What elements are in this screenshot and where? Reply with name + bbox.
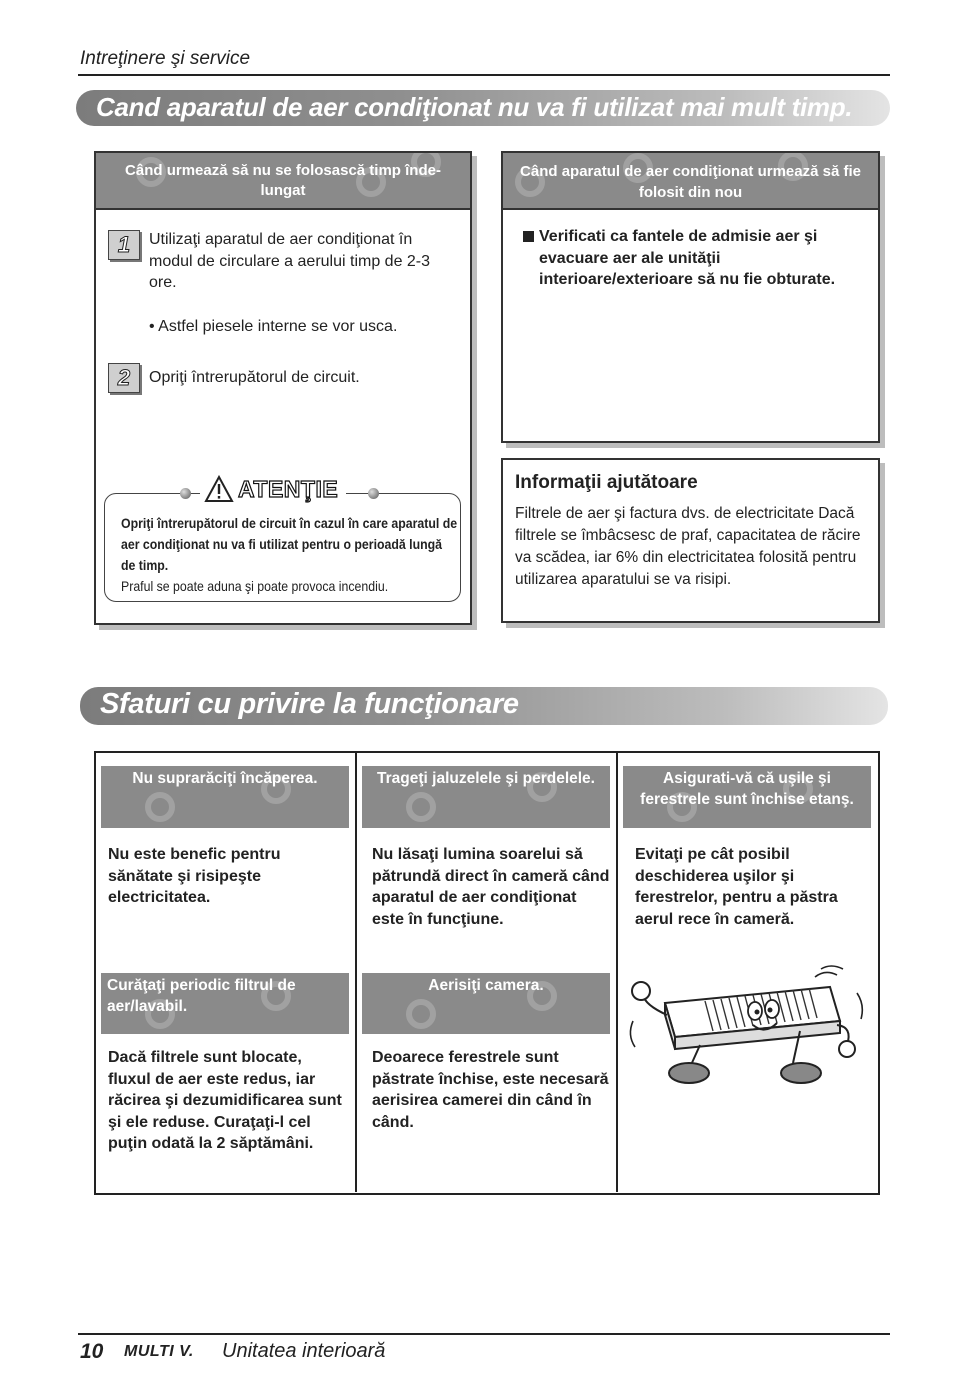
- page-number: 10: [80, 1340, 104, 1363]
- tip-text-2: Nu lăsaţi lumina soarelui să pătrundă direct în cameră când aparatul de aer condiţionat este în funcţiune.: [372, 846, 610, 928]
- box-heading: Când aparatul de aer condiţionat urmează să fie folosit din nou: [503, 153, 878, 210]
- caution-dot-left: [180, 488, 191, 499]
- step-badge-1: 1: [108, 230, 140, 260]
- info-text: Filtrele de aer şi factura dvs. de electricitate Dacă filtrele se îmbâcsesc de praf, capacitatea de răcire va scădea, iar 6% din electricitatea folosită pentru utilizarea aparatului se va risipi.: [515, 505, 861, 588]
- cartoon-indoor-unit-illustration: [625, 965, 870, 1095]
- tip-heading-4: Curăţaţi periodic filtrul de aer/lavabil.: [101, 973, 349, 1034]
- section-banner-storage: [76, 90, 890, 126]
- caution-title: ATENŢIE: [234, 476, 342, 503]
- section-banner-tips: [80, 687, 888, 725]
- reuse-box: [501, 151, 880, 443]
- tip-text-1: Nu este benefic pentru sănătate şi risipeşte electricitatea.: [108, 846, 281, 906]
- info-box: [501, 458, 880, 623]
- tip-heading-5: Aerisiţi camera.: [362, 973, 610, 1034]
- long-storage-box: [94, 151, 472, 625]
- caution-title-wrap: [200, 474, 346, 504]
- tip-text-5: Deoarece ferestrele sunt păstrate închise, este necesară aerisirea camerei din când în când.: [372, 1049, 609, 1131]
- tip-text-4: Dacă filtrele sunt blocate, fluxul de aer este redus, iar răcirea şi dezumidificarea sunt şi ele reduse. Curaţaţi-l cel puţin odată la 2 săptămâni.: [108, 1049, 342, 1152]
- tip-text-3: Evitaţi pe cât posibil deschiderea uşilor şi ferestrelor, pentru a păstra aerul rece în cameră.: [635, 846, 838, 928]
- footer-title: Unitatea interioară: [222, 1340, 386, 1362]
- column-divider: [616, 752, 618, 1192]
- caution-dot-right: [368, 488, 379, 499]
- tip-heading-3: Asigurati-vă că uşile şi ferestrele sunt închise etanş.: [623, 766, 871, 828]
- section-title: Cand aparatul de aer condiţionat nu va fi utilizat mai mult timp.: [96, 92, 853, 122]
- reuse-text: Verificati ca fantele de admisie aer şi evacuare aer ale unităţii interioare/exterioare să nu fie obturate.: [539, 228, 836, 288]
- box-heading: Când urmează să nu se folosască timp înde-lungat: [96, 153, 470, 210]
- step-text-2: Opriţi întrerupătorul de circuit.: [149, 369, 360, 386]
- running-head: Intreţinere şi service: [80, 48, 251, 69]
- bullet-square-icon: [523, 231, 534, 242]
- header-rule: [78, 74, 890, 76]
- step-text-1: Utilizaţi aparatul de aer condiţionat în modul de circulare a aerului timp de 2-3 ore.: [149, 231, 431, 291]
- warning-icon: [204, 475, 234, 503]
- tip-heading-2: Trageţi jaluzelele şi perdelele.: [362, 766, 610, 828]
- caution-box: [104, 493, 461, 602]
- caution-text: Opriţi întrerupătorul de circuit în cazul în care aparatul de aer condiţionat nu va fi utilizat pentru o perioadă lungă de timp.: [121, 515, 458, 573]
- footer-rule: [78, 1333, 890, 1335]
- column-divider: [355, 752, 357, 1192]
- tip-heading-1: Nu suprarăciţi încăperea.: [101, 766, 349, 828]
- step-badge-2: 2: [108, 363, 140, 393]
- caution-note: Praful se poate aduna şi poate provoca incendiu.: [121, 578, 389, 594]
- multi-v-logo: MULTI V.: [124, 1343, 194, 1360]
- info-heading: Informaţii ajutătoare: [515, 472, 698, 493]
- step-bullet: • Astfel piesele interne se vor usca.: [149, 318, 398, 335]
- section-title: Sfaturi cu privire la funcţionare: [100, 688, 519, 720]
